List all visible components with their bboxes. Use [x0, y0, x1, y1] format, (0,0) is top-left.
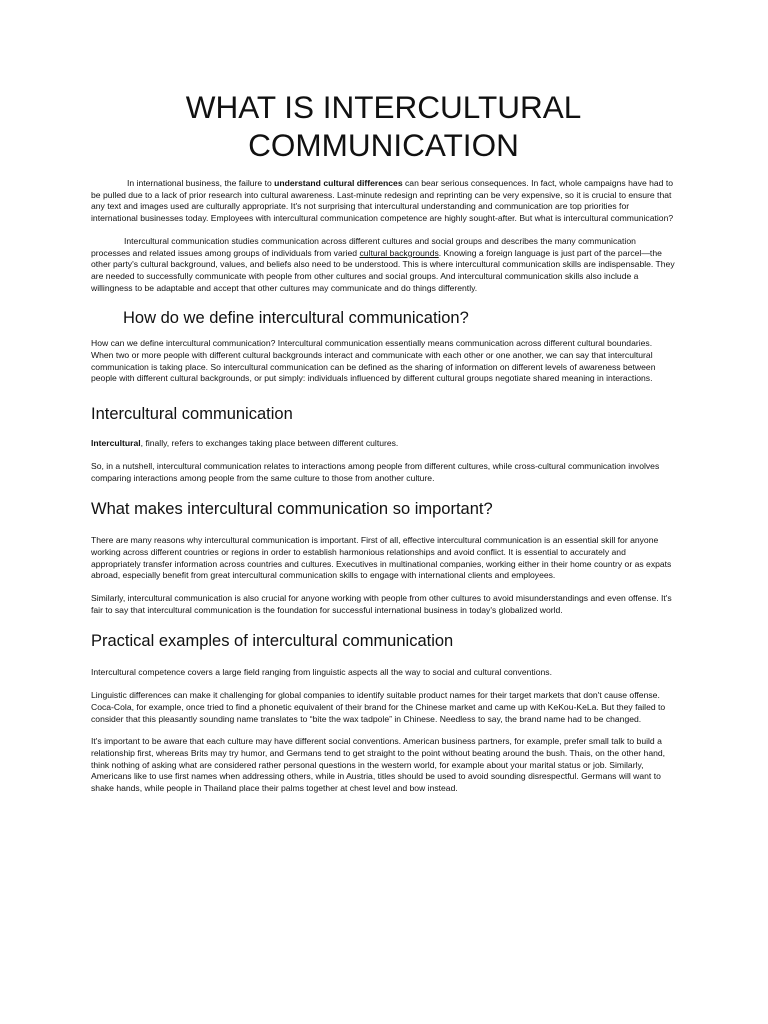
section2-paragraph-2: So, in a nutshell, intercultural communication relates to interactions among people from different cultures, while cross-cultural communication involves comparing interactions among people from the same culture to those from another culture.: [91, 460, 660, 483]
section-heading-intercultural: Intercultural communication: [91, 405, 293, 424]
intro-p1-bold: understand cultural differences: [274, 178, 403, 188]
section4-paragraph-3: It's important to be aware that each culture may have different social conventions. American business partners, for example, prefer small talk to build a relationship first, whereas Brits may try humor, and Germans tend to get straight to the point without beating around the bush. Thais, on the other hand, think nothing of asking what are considered rather personal questions in the western world, for example about your marital status or job. Similarly, Americans like to use first names when addressing others, while in Austria, titles should be used to avoid sounding disrespectful. Germans will want to shake hands, while people in Thailand place their palms together at chest level and bow instead.: [91, 736, 666, 794]
section3-paragraph-1: There are many reasons why intercultural communication is important. First of all, effective intercultural communication is an essential skill for anyone working across different countries or regions in order to establish harmonious relationships and avoid conflict. It is essential to accurately and appropriately transfer information across countries and cultures. Executives in multinational companies, working either in their home country or as expats abroad, especially benefit from great intercultural communication skills to engage with international clients and employees.: [91, 535, 672, 581]
section1-paragraph: How can we define intercultural communication? Intercultural communication essentially means communication across different cultural boundaries. When two or more people with different cultural backgrounds interact and communicate with each other or one another, we can say that intercultural communication is taking place. So intercultural communication can be defined as the sharing of information on different levels of awareness between people with different cultural backgrounds, or put simply: individuals influenced by different cultural groups negotiate shared meaning in interactions.: [91, 338, 656, 384]
section-heading-important: What makes intercultural communication so important?: [91, 500, 493, 519]
intro-paragraph-2: [91, 236, 676, 295]
intro-p2-text-end: . Knowing a foreign language is just part of the parcel—the other party's cultural background, values, and beliefs also need to be understood. This is where intercultural communication skills are indispensable. They are needed to successfully communicate with people from other cultures and social groups. And intercultural communication skills also include a willingness to be adaptable and accept that other cultures may communicate and do things differently.: [91, 247, 675, 293]
section2-paragraph-1: [91, 438, 676, 450]
intro-p1-text-end: can bear serious consequences. In fact, whole campaigns have had to be pulled due to a lack of prior research into cultural awareness. Last-minute redesign and reprinting can be very expensive, so it is crucial to ensure that any text and images used are culturally appropriate. It's not surprising that intercultural understanding and communication are top priorities for international businesses today. Employees with intercultural communication competence are highly sought-after. But what is intercultural communication?: [91, 178, 674, 224]
title-line-2: COMMUNICATION: [248, 127, 519, 163]
section2-p1-text: , finally, refers to exchanges taking place between different cultures.: [140, 438, 399, 449]
section3-paragraph-2: Similarly, intercultural communication is also crucial for anyone working with people from other cultures to avoid misunderstandings and even offense. It's fair to say that intercultural communication is the foundation for successful international business in today's globalized world.: [91, 593, 672, 615]
section4-paragraph-2: Linguistic differences can make it challenging for global companies to identify suitable product names for their target markets that don't cause offense. Coca-Cola, for example, once tried to find a phonetic equivalent of their brand for the Chinese market and came up with KeKou-KeLa. But they failed to consider that this pleasantly sounding name translates to “bite the wax tadpole” in Chinese. Needless to say, the brand name had to be changed.: [91, 690, 666, 724]
cultural-backgrounds-link[interactable]: cultural backgrounds: [359, 247, 439, 258]
intro-p2-text: Intercultural communication studies communication across different cultures and social groups and describes the many communication processes and related issues among groups of individuals from varied: [91, 235, 636, 258]
title-line-1: WHAT IS INTERCULTURAL: [185, 89, 582, 125]
section-heading-examples: Practical examples of intercultural communication: [91, 632, 454, 651]
intercultural-bold: Intercultural: [91, 438, 141, 449]
intro-paragraph-1: [91, 178, 676, 225]
section-heading-define: How do we define intercultural communication?: [123, 309, 469, 328]
section4-paragraph-1: Intercultural competence covers a large field ranging from linguistic aspects all the way to social and cultural conventions.: [91, 667, 552, 678]
intro-p1-text: In international business, the failure to: [127, 178, 275, 188]
page-title: [91, 88, 676, 164]
